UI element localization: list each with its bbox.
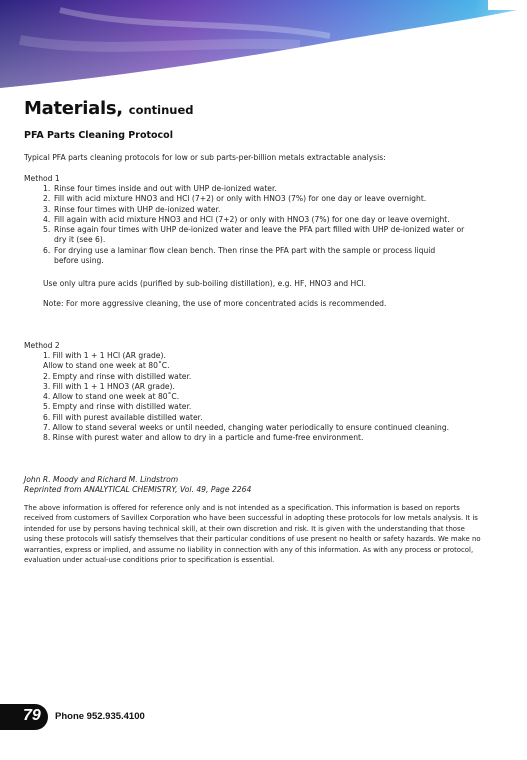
disclaimer-line: The above information is offered for reference only and is not intended as a specification. This information is based on reports (24, 504, 460, 512)
disclaimer-line: received from customers of Savillex Corporation who have been successful in adopting these protocols for low metals analysis. It is (24, 514, 478, 523)
page-number: 79 (23, 707, 41, 724)
method1-label: Method 1 (24, 174, 60, 183)
title-main: Materials, (24, 98, 123, 119)
step-text: Fill with acid mixture HNO3 and HCl (7+2) or only with HNO3 (7%) for one day or leave overnight. (54, 194, 427, 204)
method2-step: 2. Empty and rinse with distilled water. (43, 371, 192, 381)
method1-step (43, 205, 464, 215)
method1-step (43, 184, 464, 194)
step-text: Rinse four times inside and out with UHP de-ionized water. (54, 184, 277, 193)
disclaimer-line: evaluation under actual-use conditions prior to specification is essential. (24, 556, 275, 565)
method1-step (43, 215, 464, 225)
step-text: For drying use a laminar flow clean bench. Then rinse the PFA part with the sample or process liquid (54, 245, 436, 255)
page-title (24, 98, 194, 119)
disclaimer-line: warranties, express or implied, and assume no liability in connection with any of this information. As with any process or protocol, (24, 545, 474, 554)
method2-step: 8. Rinse with purest water and allow to dry in a particle and fume-free environment. (43, 433, 364, 443)
step-number: 4. (43, 214, 51, 224)
method1-step (43, 246, 464, 267)
method2-step: 4. Allow to stand one week at 80˚C. (43, 392, 180, 402)
banner-graphic (0, 0, 527, 92)
method1-step (43, 225, 464, 246)
method2-step: 3. Fill with 1 + 1 HNO3 (AR grade). (43, 381, 175, 391)
method2-steps (43, 351, 449, 444)
intro-text: Typical PFA parts cleaning protocols for low or sub parts-per-billion metals extractable analysis: (24, 153, 386, 162)
method2-step: 5. Empty and rinse with distilled water. (43, 402, 192, 412)
step-number: 6. (43, 245, 51, 255)
method2-label: Method 2 (24, 341, 60, 350)
method2-step-cont: Allow to stand one week at 80˚C. (43, 361, 170, 371)
step-text: Fill again with acid mixture HNO3 and HCl (7+2) or only with HNO3 (7%) for one day or leave overnight. (54, 214, 450, 224)
header-banner (0, 0, 527, 92)
note-text: Note: For more aggressive cleaning, the use of more concentrated acids is recommended. (43, 299, 387, 308)
step-number: 2. (43, 194, 51, 204)
method2-step: 7. Allow to stand several weeks or until needed, changing water periodically to ensure continued cleaning. (43, 423, 450, 433)
section-heading: PFA Parts Cleaning Protocol (24, 130, 173, 141)
disclaimer (24, 503, 504, 565)
step-text-cont: before using. (54, 256, 104, 266)
method2-step: 6. Fill with purest available distilled water. (43, 412, 203, 422)
step-number: 1. (43, 184, 51, 193)
step-text-cont: dry it (see 6). (54, 235, 106, 245)
phone-number: Phone 952.935.4100 (55, 711, 145, 722)
method1-step (43, 194, 464, 204)
step-number: 5. (43, 225, 51, 235)
method2-step: 1. Fill with 1 + 1 HCl (AR grade). (43, 351, 166, 360)
disclaimer-line: using these protocols will satisfy themselves that their particular conditions of use present no health or safety hazards. We make no (24, 535, 481, 544)
citation-authors: John R. Moody and Richard M. Lindstrom (24, 475, 179, 484)
step-text: Rinse again four times with UHP de-ionized water and leave the PFA part filled with UHP de-ionized water or (54, 225, 465, 235)
step-text: Rinse four times with UHP de-ionized water. (54, 204, 221, 214)
step-number: 3. (43, 204, 51, 214)
title-suffix: continued (128, 103, 194, 117)
acids-note: Use only ultra pure acids (purified by sub-boiling distillation), e.g. HF, HNO3 and HCl. (43, 279, 367, 288)
citation-source: Reprinted from ANALYTICAL CHEMISTRY, Vol. 49, Page 2264 (24, 485, 252, 494)
disclaimer-line: intended for use by persons having technical skill, at their own discretion and risk. It is given with the understanding that those (24, 524, 465, 533)
method1-steps (43, 184, 464, 266)
